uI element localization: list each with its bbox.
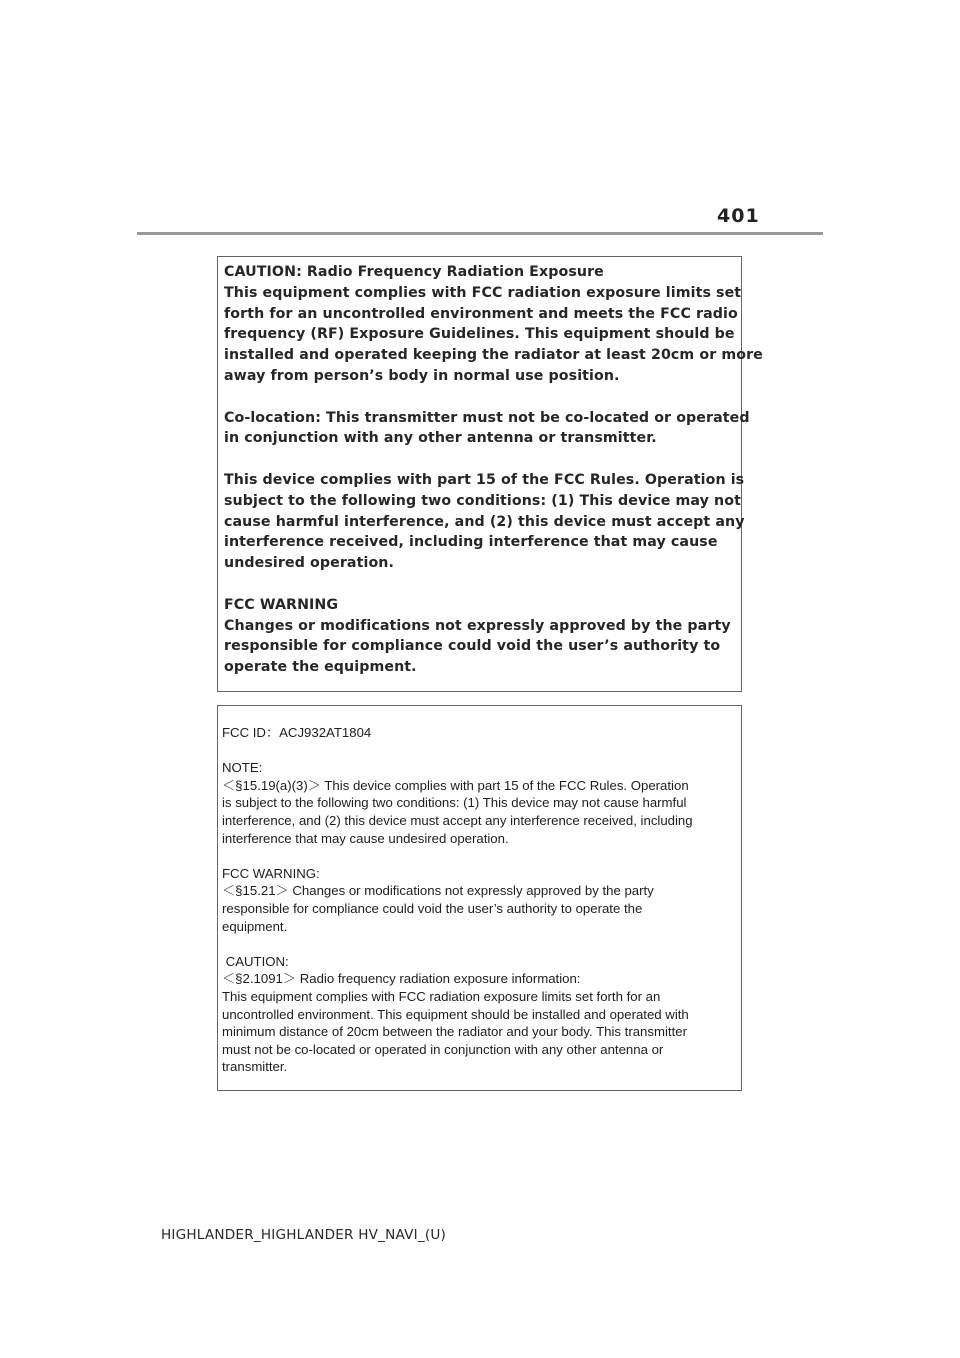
page-number: 401 <box>717 205 760 227</box>
fcc-notice-box <box>217 705 742 1091</box>
colocation-line: in conjunction with any other antenna or transmitter. <box>224 430 657 447</box>
fcc-warning-paragraph <box>222 865 737 935</box>
warning-paragraph <box>224 595 735 678</box>
part15-line: This device complies with part 15 of the FCC Rules. Operation is <box>224 471 745 488</box>
rf-caution-line: This equipment complies with FCC radiation exposure limits set forth for an <box>222 988 661 1004</box>
header-rule <box>137 232 823 235</box>
fcc-warning-title: FCC WARNING: <box>222 865 320 881</box>
fcc-id: FCC ID：ACJ932AT1804 <box>222 725 372 740</box>
caution-line: installed and operated keeping the radiator at least 20cm or more <box>224 347 763 364</box>
warning-line: operate the equipment. <box>224 659 417 676</box>
part15-line: subject to the following two conditions: (1) This device may not <box>224 492 741 509</box>
part15-paragraph <box>224 470 745 574</box>
footer-model-text: HIGHLANDER_HIGHLANDER HV_NAVI_(U) <box>161 1227 446 1243</box>
note-line: ＜§15.19(a)(3)＞ This device complies with part 15 of the FCC Rules. Operation <box>222 777 689 793</box>
fcc-warning-line: equipment. <box>222 918 288 934</box>
note-paragraph <box>222 759 737 847</box>
warning-title: FCC WARNING <box>224 596 339 613</box>
caution-paragraph <box>224 262 763 387</box>
part15-line: undesired operation. <box>224 555 394 572</box>
note-line: interference, and (2) this device must accept any interference received, including <box>222 812 693 828</box>
colocation-paragraph <box>224 408 750 450</box>
warning-line: Changes or modifications not expressly approved by the party <box>224 617 731 634</box>
fcc-label-box <box>217 256 763 692</box>
caution-title: CAUTION: Radio Frequency Radiation Exposure <box>224 264 604 280</box>
caution-line: frequency (RF) Exposure Guidelines. This equipment should be <box>224 326 735 343</box>
caution-line: forth for an uncontrolled environment and meets the FCC radio <box>224 305 738 322</box>
note-line: is subject to the following two conditions: (1) This device may not cause harmful <box>222 795 687 811</box>
caution-line: away from person’s body in normal use position. <box>224 367 620 384</box>
rf-caution-line: uncontrolled environment. This equipment should be installed and operated with <box>222 1006 689 1022</box>
rf-caution-line: ＜§2.1091＞ Radio frequency radiation exposure information: <box>222 971 581 987</box>
rf-caution-line: transmitter. <box>222 1059 288 1075</box>
note-title: NOTE: <box>222 760 263 776</box>
rf-caution-line: minimum distance of 20cm between the radiator and your body. This transmitter <box>222 1024 687 1040</box>
fcc-warning-line: ＜§15.21＞ Changes or modifications not expressly approved by the party <box>222 883 654 899</box>
fcc-id-paragraph <box>222 724 737 742</box>
part15-line: interference received, including interference that may cause <box>224 534 718 551</box>
warning-line: responsible for compliance could void the user’s authority to <box>224 638 721 655</box>
rf-caution-title: CAUTION: <box>222 953 289 969</box>
rf-caution-paragraph <box>222 953 737 1076</box>
rf-caution-line: must not be co-located or operated in conjunction with any other antenna or <box>222 1041 664 1057</box>
fcc-warning-line: responsible for compliance could void the user’s authority to operate the <box>222 900 643 916</box>
part15-line: cause harmful interference, and (2) this device must accept any <box>224 513 745 530</box>
note-line: interference that may cause undesired operation. <box>222 830 509 846</box>
colocation-line: Co-location: This transmitter must not be co-located or operated <box>224 409 750 426</box>
caution-line: This equipment complies with FCC radiation exposure limits set <box>224 284 742 301</box>
